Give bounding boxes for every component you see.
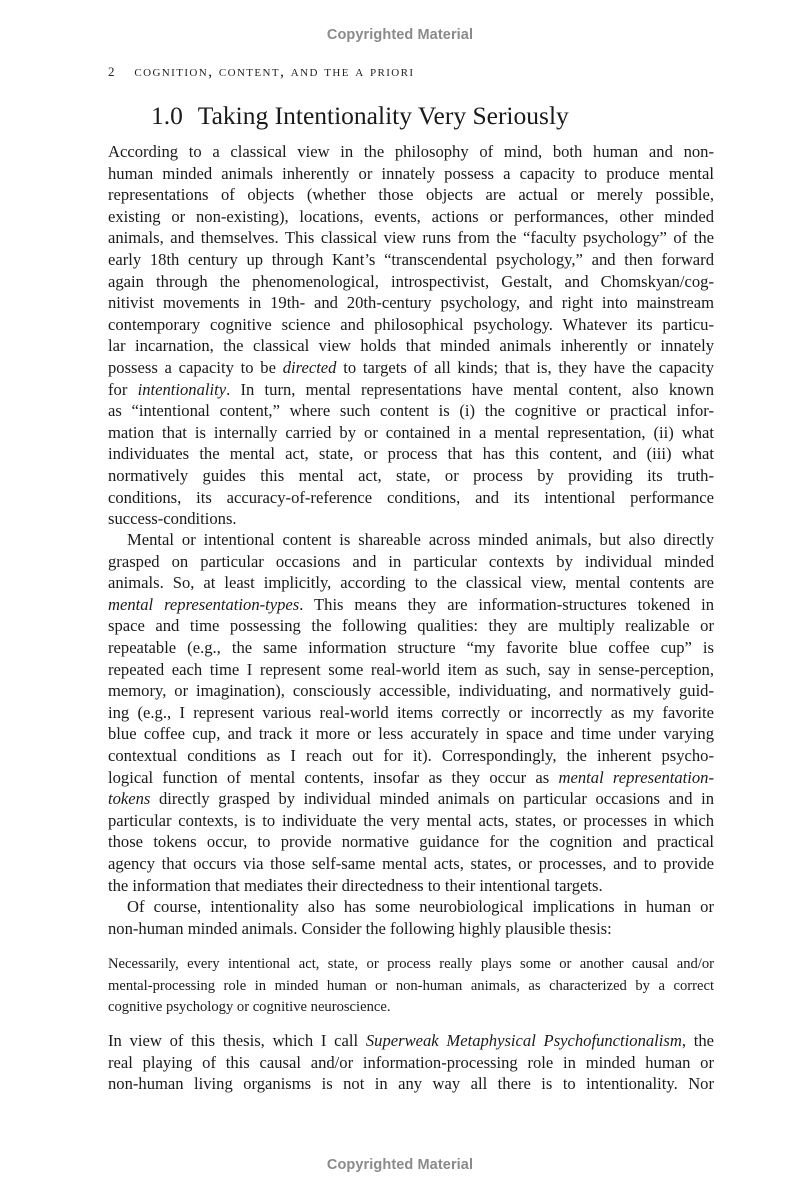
text-line [108,637,714,659]
text-run: early 18th century up through Kant’s “transcendental psychology,” and then forward [108,249,714,269]
text-run: contextual conditions as I reach out for it). Correspondingly, the inherent psycho- [108,745,714,765]
text-run: non-human living organisms is not in any way all there is to intentionality. Nor [108,1074,714,1094]
text-line [108,831,714,853]
text-run: . This means they are information-structures tokened in [299,594,715,614]
text-run: ing (e.g., I represent various real-world items correctly or incorrectly as my favorite [108,702,714,722]
text-run: mation that is internally carried by or contained in a mental representation, (ii) what [108,422,714,442]
text-line [108,551,714,573]
section-title: Taking Intentionality Very Seriously [197,101,569,130]
copyright-watermark-top: Copyrighted Material [326,27,474,43]
text-run: . In turn, mental representations have mental content, also known [226,379,715,399]
paragraph-3 [108,896,714,939]
quote-line: cognitive psychology or cognitive neuroscience. [108,999,391,1016]
thesis-block-quote [108,954,714,1019]
text-run: space and time possessing the following qualities: they are multiply realizable or [108,616,714,636]
text-line [108,1052,714,1074]
text-run: particular contexts, is to individuate the very mental acts, states, or processes in which [108,810,714,830]
text-run: the information that mediates their directedness to their intentional targets. [108,875,603,895]
italic-phrase: mental representation-types [108,594,300,614]
section-number: 1.0 [151,101,183,130]
text-run: human minded animals inherently or innately possess a capacity to produce mental [108,163,714,183]
text-line [108,227,714,249]
text-line [108,271,714,293]
text-run: contemporary cognitive science and philosophical psychology. Whatever its particu- [108,314,714,334]
text-line [108,594,714,616]
quote-line: mental-processing role in minded human or non-human animals, as characterized by a correct [108,977,714,994]
text-run: repeated each time I represent some real-world item as such, say in sense-perception, [108,659,714,679]
text-line [108,702,714,724]
text-run: to targets of all kinds; that is, they have the capacity [336,357,714,377]
text-line [108,465,714,487]
text-line [108,896,714,918]
text-line [108,141,714,163]
text-line [108,249,714,271]
text-line [108,292,714,314]
text-line [108,163,714,185]
text-line [108,745,714,767]
text-run: animals, and themselves. This classical view runs from the “faculty psychology” of the [108,228,714,248]
text-run: Of course, intentionality also has some neurobiological implications in human or [127,897,714,916]
text-line [108,572,714,594]
text-line [108,659,714,681]
text-line [108,723,714,745]
text-line [108,508,714,530]
text-run: nitivist movements in 19th- and 20th-century psychology, and right into mainstream [108,293,714,313]
page-number: 2 [108,64,116,79]
text-run: logical function of mental contents, insofar as they occur as [108,767,559,787]
italic-phrase: mental representation- [558,767,715,787]
closing-paragraph [108,1030,714,1095]
text-run: real playing of this causal and/or information-processing role in minded human or [108,1052,714,1072]
text-run: grasped on particular occasions and in particular contexts by individual minded [108,551,714,571]
text-line [108,422,714,444]
text-run: blue coffee cup, and track it more or less accurately in space and time under varying [108,724,714,744]
text-line [108,875,714,897]
text-line [108,529,714,551]
paragraph-2 [108,529,714,896]
text-line [108,487,714,509]
text-line [108,615,714,637]
text-run: again through the phenomenological, introspectivist, Gestalt, and Chomskyan/cog- [108,271,714,291]
text-run: possess a capacity to be [108,357,283,377]
text-run: representations of objects (whether those objects are actual or merely possible, [108,185,714,205]
section-heading [151,101,569,131]
text-run: normatively guides this mental act, state, or process by providing its truth- [108,465,714,485]
text-run: According to a classical view in the philosophy of mind, both human and non- [108,142,714,161]
text-line [108,379,714,401]
text-run: , the [681,1031,714,1050]
text-run: individuates the mental act, state, or process that has this content, and (iii) what [108,444,714,464]
text-run: repeatable (e.g., the same information structure “my favorite blue coffee cup” is [108,637,714,657]
text-line [108,788,714,810]
text-line [108,680,714,702]
text-line [108,314,714,336]
italic-phrase: tokens [108,789,151,809]
text-line [108,853,714,875]
text-run: as “intentional content,” where such content is (i) the cognitive or practical infor- [108,401,714,421]
text-run: directly grasped by individual minded animals on particular occasions and in [150,789,714,809]
text-line [108,357,714,379]
text-run: Mental or intentional content is shareable across minded animals, but also directly [127,530,714,549]
running-head-title: cognition, content, and the a priori [134,63,415,80]
text-line [108,1030,714,1052]
text-run: lar incarnation, the classical view holds that minded animals inherently or innately [108,336,714,356]
paragraph-1 [108,141,714,530]
text-line [108,400,714,422]
text-run: agency that occurs via those self-same mental acts, states, or processes, and to provide [108,853,714,873]
text-run: for [108,379,138,399]
text-run: conditions, its accuracy-of-reference conditions, and its intentional performance [108,487,714,507]
text-run: existing or non-existing), locations, events, actions or performances, other minded [108,206,714,226]
quote-line: Necessarily, every intentional act, state, or process really plays some or another causal and/or [108,956,714,972]
italic-phrase: directed [282,357,337,377]
text-line [108,918,714,940]
italic-phrase: Superweak Metaphysical Psychofunctionalism [365,1031,682,1050]
text-line [108,335,714,357]
text-line [108,1073,714,1095]
copyright-watermark-bottom: Copyrighted Material [326,1157,474,1173]
text-line [108,184,714,206]
text-run: memory, or imagination), consciously accessible, individuating, and normatively guid- [108,681,714,701]
text-run: non-human minded animals. Consider the following highly plausible thesis: [108,918,612,938]
italic-phrase: intentionality [137,379,227,399]
text-run: success-conditions. [108,509,237,529]
text-run: those tokens occur, to provide normative guidance for the cognition and practical [108,832,714,852]
text-run: In view of this thesis, which I call [108,1031,366,1050]
text-line [108,206,714,228]
text-line [108,443,714,465]
text-run: animals. So, at least implicitly, according to the classical view, mental contents are [108,573,714,593]
text-line [108,767,714,789]
text-line [108,810,714,832]
running-head [108,63,414,81]
